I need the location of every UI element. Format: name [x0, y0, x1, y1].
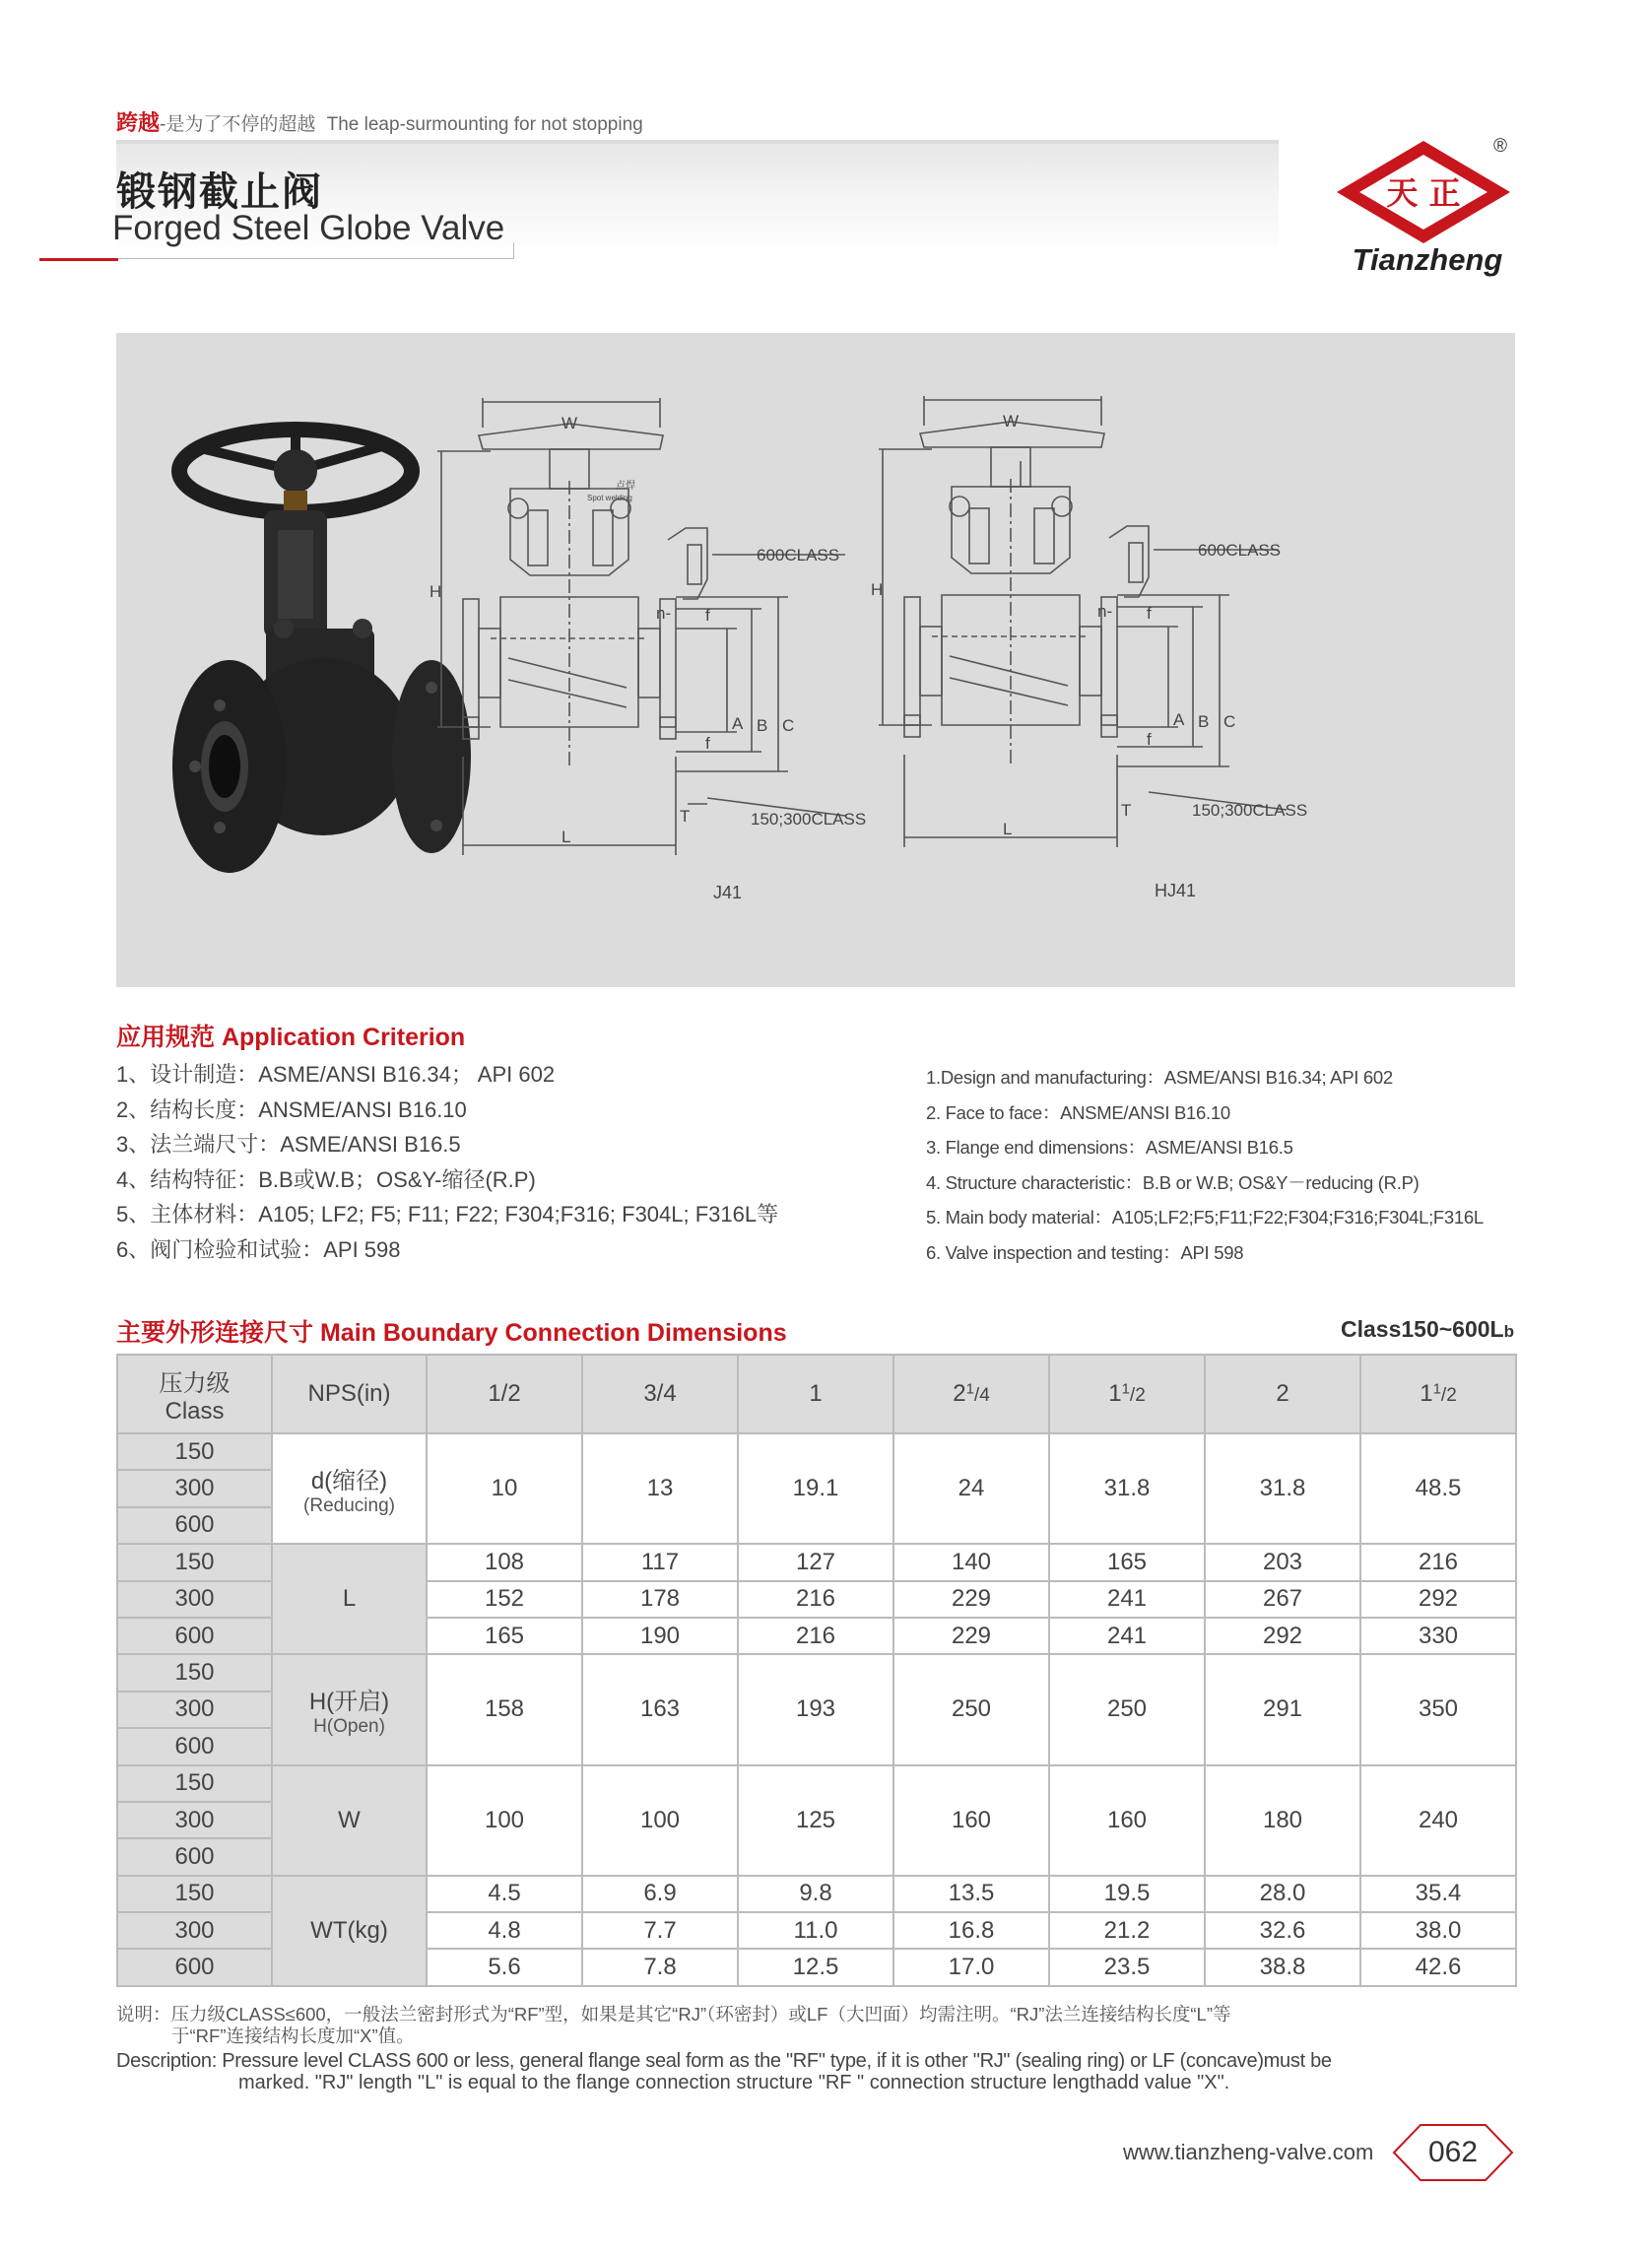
- h-value: 163: [582, 1654, 738, 1764]
- slogan-cn: -是为了不停的超越: [160, 114, 316, 135]
- param-h-label: H(开启): [308, 1688, 390, 1715]
- h-value: 250: [893, 1654, 1049, 1764]
- note-en-line2: marked. "RJ" length "L" is equal to the flange connection structure "RF " connection structure lengthadd value "X".: [238, 2072, 1230, 2093]
- header-band-line: [116, 140, 1279, 144]
- d-value: 10: [427, 1433, 582, 1544]
- wt-value: 23.5: [1049, 1949, 1205, 1985]
- wt-value: 9.8: [738, 1876, 893, 1912]
- page-number: 062: [1427, 2136, 1479, 2168]
- header-size: 1: [738, 1355, 893, 1433]
- criterion-item-cn: 4、结构特征：B.B或W.B；OS&Y-缩径(R.P): [116, 1166, 536, 1192]
- d-value: 13: [582, 1433, 738, 1544]
- criterion-list-cn: [116, 1057, 778, 1267]
- l-value: 190: [582, 1618, 738, 1654]
- class-range: [1341, 1316, 1514, 1343]
- size-fraction: $^1$/2: [1121, 1380, 1146, 1406]
- class-cell: 150: [117, 1654, 272, 1691]
- dimensions-title-en: Main Boundary Connection Dimensions: [319, 1319, 787, 1347]
- wt-value: 42.6: [1360, 1949, 1516, 1985]
- param-h-sub: H(Open): [313, 1715, 385, 1737]
- note-cn-line2: 于“RF”连接结构长度加“X”值。: [171, 2025, 415, 2046]
- criterion-item-en: 6. Valve inspection and testing：API 598: [926, 1241, 1244, 1263]
- wt-value: 7.8: [582, 1949, 738, 1985]
- l-value: 216: [738, 1581, 893, 1618]
- l-value: 127: [738, 1544, 893, 1580]
- svg-text:150;300CLASS: 150;300CLASS: [1192, 801, 1308, 820]
- w-value: 180: [1205, 1765, 1360, 1876]
- page-title-en: Forged Steel Globe Valve: [112, 209, 505, 247]
- param-wt: WT(kg): [272, 1876, 427, 1986]
- class-cell: 300: [117, 1802, 272, 1838]
- w-value: 160: [893, 1765, 1049, 1876]
- header-size: 1/2: [427, 1355, 582, 1433]
- size-fraction: $^1$/4: [965, 1380, 990, 1406]
- l-value: 140: [893, 1544, 1049, 1580]
- h-value: 291: [1205, 1654, 1360, 1764]
- drawing-hj41-labels: [871, 412, 1307, 900]
- svg-text:H: H: [871, 580, 884, 599]
- param-l: L: [272, 1544, 427, 1654]
- w-value: 100: [427, 1765, 582, 1876]
- wt-value: 35.4: [1360, 1876, 1516, 1912]
- l-value: 241: [1049, 1618, 1205, 1654]
- svg-text:Spot welding: Spot welding: [587, 494, 632, 502]
- slogan-brand-cn: 跨越: [116, 110, 161, 135]
- svg-text:f: f: [1147, 604, 1152, 623]
- class-cell: 600: [117, 1507, 272, 1544]
- svg-text:C: C: [1223, 712, 1236, 731]
- wt-value: 12.5: [738, 1949, 893, 1985]
- l-value: 165: [427, 1618, 582, 1654]
- svg-text:150;300CLASS: 150;300CLASS: [751, 810, 867, 829]
- class-cell: 600: [117, 1618, 272, 1654]
- logo-brand-name: Tianzheng: [1352, 242, 1503, 277]
- w-value: 160: [1049, 1765, 1205, 1876]
- l-value: 108: [427, 1544, 582, 1580]
- table-row: [117, 1876, 1516, 1912]
- size-den: 2: [1135, 1385, 1146, 1406]
- header-size: [1360, 1355, 1516, 1433]
- svg-text:L: L: [1003, 820, 1013, 838]
- criterion-item-cn: 5、主体材料：A105; LF2; F5; F11; F22; F304;F316; F304L; F316L等: [116, 1202, 779, 1227]
- title-rule: [118, 258, 514, 259]
- l-value: 229: [893, 1581, 1049, 1618]
- size-num: 1: [965, 1380, 974, 1398]
- wt-value: 13.5: [893, 1876, 1049, 1912]
- wt-value: 11.0: [738, 1912, 893, 1949]
- drawing-j41: [437, 398, 845, 855]
- note-cn-line1: 说明：压力级CLASS≤600，一般法兰密封形式为“RF”型，如果是其它“RJ”（环密封）或LF（大凹面）均需注明。“RJ”法兰连接结构长度“L”等: [116, 2004, 1231, 2025]
- h-value: 158: [427, 1654, 582, 1764]
- product-figure: [116, 333, 1515, 987]
- size-num: 1: [1121, 1380, 1130, 1398]
- l-value: 241: [1049, 1581, 1205, 1618]
- l-value: 292: [1205, 1618, 1360, 1654]
- l-value: 216: [1360, 1544, 1516, 1580]
- l-value: 267: [1205, 1581, 1360, 1618]
- h-value: 250: [1049, 1654, 1205, 1764]
- l-value: 117: [582, 1544, 738, 1580]
- class-cell: 300: [117, 1470, 272, 1506]
- svg-text:f: f: [705, 606, 710, 625]
- param-d-sub: (Reducing): [303, 1494, 395, 1516]
- dimensions-title-cn: 主要外形连接尺寸: [116, 1319, 314, 1347]
- criterion-item-en: 1.Design and manufacturing：ASME/ANSI B16.34; API 602: [926, 1067, 1393, 1088]
- l-value: 165: [1049, 1544, 1205, 1580]
- h-value: 350: [1360, 1654, 1516, 1764]
- w-value: 125: [738, 1765, 893, 1876]
- criterion-title-cn: 应用规范: [116, 1024, 216, 1051]
- class-cell: 150: [117, 1765, 272, 1802]
- param-h: [272, 1654, 427, 1764]
- d-value: 31.8: [1049, 1433, 1205, 1544]
- size-whole: 1: [1420, 1380, 1433, 1407]
- size-fraction: $^1$/2: [1432, 1380, 1457, 1406]
- h-value: 193: [738, 1654, 893, 1764]
- class-range-suffix: b: [1503, 1322, 1514, 1341]
- drawing-j41-labels: [430, 414, 866, 902]
- wt-value: 4.5: [427, 1876, 582, 1912]
- wt-value: 38.0: [1360, 1912, 1516, 1949]
- dimensions-table: [116, 1354, 1517, 1987]
- class-cell: 600: [117, 1949, 272, 1985]
- header-nps: NPS(in): [272, 1355, 427, 1433]
- wt-value: 17.0: [893, 1949, 1049, 1985]
- header-class-cn: 压力级: [159, 1369, 231, 1397]
- product-figure-panel: [116, 333, 1515, 987]
- svg-text:H: H: [430, 582, 442, 601]
- svg-text:A: A: [732, 714, 744, 733]
- drawing-hj41: [879, 396, 1287, 847]
- table-row: [117, 1654, 1516, 1691]
- criterion-item-en: 3. Flange end dimensions：ASME/ANSI B16.5: [926, 1137, 1293, 1158]
- wt-value: 19.5: [1049, 1876, 1205, 1912]
- wt-value: 28.0: [1205, 1876, 1360, 1912]
- l-value: 152: [427, 1581, 582, 1618]
- criterion-item-cn: 3、法兰端尺寸：ASME/ANSI B16.5: [116, 1132, 461, 1157]
- wt-value: 32.6: [1205, 1912, 1360, 1949]
- class-range-text: Class150~600L: [1341, 1316, 1504, 1342]
- l-value: 203: [1205, 1544, 1360, 1580]
- wt-value: 16.8: [893, 1912, 1049, 1949]
- class-cell: 300: [117, 1912, 272, 1949]
- w-value: 240: [1360, 1765, 1516, 1876]
- svg-text:f: f: [1147, 730, 1152, 749]
- criterion-item-en: 2. Face to face：ANSME/ANSI B16.10: [926, 1101, 1230, 1123]
- dimensions-title: [116, 1313, 787, 1349]
- class-cell: 300: [117, 1581, 272, 1618]
- d-value: 24: [893, 1433, 1049, 1544]
- l-value: 292: [1360, 1581, 1516, 1618]
- class-cell: 150: [117, 1544, 272, 1580]
- l-value: 330: [1360, 1618, 1516, 1654]
- wt-value: 21.2: [1049, 1912, 1205, 1949]
- param-d: [272, 1433, 427, 1544]
- criterion-item-cn: 6、阀门检验和试验：API 598: [116, 1236, 401, 1262]
- table-row: [117, 1433, 1516, 1470]
- class-cell: 150: [117, 1433, 272, 1470]
- header-size: [893, 1355, 1049, 1433]
- param-w: W: [272, 1765, 427, 1876]
- svg-text:f: f: [705, 734, 710, 753]
- size-den: 4: [979, 1385, 990, 1406]
- valve-photo: [172, 430, 471, 873]
- svg-text:W: W: [562, 414, 578, 432]
- table-header-row: [117, 1355, 1516, 1433]
- header-size: 3/4: [582, 1355, 738, 1433]
- wt-value: 5.6: [427, 1949, 582, 1985]
- criterion-item-cn: 2、结构长度：ANSME/ANSI B16.10: [116, 1096, 467, 1122]
- class-cell: 600: [117, 1838, 272, 1875]
- page-title-cn: 锻钢截止阀: [116, 170, 323, 214]
- drawing-label-j41: J41: [713, 883, 743, 902]
- note-cn: [116, 2004, 1515, 2047]
- size-whole: 2: [953, 1380, 966, 1407]
- drawing-label-hj41: HJ41: [1155, 881, 1197, 900]
- svg-text:B: B: [1198, 712, 1210, 731]
- wt-value: 38.8: [1205, 1949, 1360, 1985]
- header-size: 2: [1205, 1355, 1360, 1433]
- svg-text:B: B: [757, 716, 768, 735]
- class-cell: 300: [117, 1692, 272, 1728]
- svg-text:A: A: [1173, 710, 1185, 729]
- table-row: [117, 1544, 1516, 1580]
- svg-text:T: T: [680, 807, 691, 826]
- svg-text:T: T: [1121, 801, 1132, 820]
- svg-text:n-: n-: [656, 604, 672, 623]
- class-cell: 150: [117, 1876, 272, 1912]
- note-en: [116, 2050, 1515, 2093]
- size-num: 1: [1432, 1380, 1441, 1398]
- svg-text:600CLASS: 600CLASS: [1198, 541, 1282, 560]
- w-value: 100: [582, 1765, 738, 1876]
- d-value: 19.1: [738, 1433, 893, 1544]
- svg-text:W: W: [1003, 412, 1020, 431]
- criterion-item-en: 4. Structure characteristic：B.B or W.B; OS&Y－reducing (R.P): [926, 1171, 1420, 1193]
- slogan: [116, 106, 643, 137]
- criterion-title: [116, 1018, 465, 1053]
- d-value: 31.8: [1205, 1433, 1360, 1544]
- wt-value: 6.9: [582, 1876, 738, 1912]
- svg-text:L: L: [562, 828, 571, 846]
- class-cell: 600: [117, 1728, 272, 1764]
- svg-text:600CLASS: 600CLASS: [757, 546, 840, 564]
- l-value: 216: [738, 1618, 893, 1654]
- table-row: [117, 1765, 1516, 1802]
- header-size: [1049, 1355, 1205, 1433]
- criterion-title-en: Application Criterion: [221, 1024, 466, 1051]
- title-rule-tick: [513, 242, 514, 259]
- size-den: 2: [1446, 1385, 1457, 1406]
- criterion-item-en: 5. Main body material：A105;LF2;F5;F11;F22;F304;F316;F304L;F316L: [926, 1207, 1484, 1228]
- website-link[interactable]: www.tianzheng-valve.com: [1123, 2140, 1374, 2164]
- header-class: [117, 1355, 272, 1433]
- criterion-item-cn: 1、设计制造：ASME/ANSI B16.34； API 602: [116, 1062, 556, 1087]
- l-value: 229: [893, 1618, 1049, 1654]
- wt-value: 7.7: [582, 1912, 738, 1949]
- criterion-list-en: [926, 1060, 1484, 1270]
- registered-mark: ®: [1493, 136, 1507, 157]
- title-accent-line: [39, 258, 118, 261]
- svg-text:C: C: [782, 716, 795, 735]
- svg-text:点焊: 点焊: [616, 481, 635, 492]
- l-value: 178: [582, 1581, 738, 1618]
- header-class-en: Class: [165, 1397, 225, 1425]
- param-d-label: d(缩径): [310, 1467, 388, 1494]
- wt-value: 4.8: [427, 1912, 582, 1949]
- size-whole: 1: [1108, 1380, 1122, 1407]
- note-en-line1: Description: Pressure level CLASS 600 or less, general flange seal form as the "RF" type, if it is other "RJ" (sealing ring) or LF (concave)must be: [116, 2050, 1332, 2072]
- d-value: 48.5: [1360, 1433, 1516, 1544]
- logo-mark-text: 天 正: [1386, 174, 1461, 212]
- slogan-en: The leap-surmounting for not stopping: [326, 114, 643, 135]
- svg-text:n-: n-: [1097, 602, 1113, 621]
